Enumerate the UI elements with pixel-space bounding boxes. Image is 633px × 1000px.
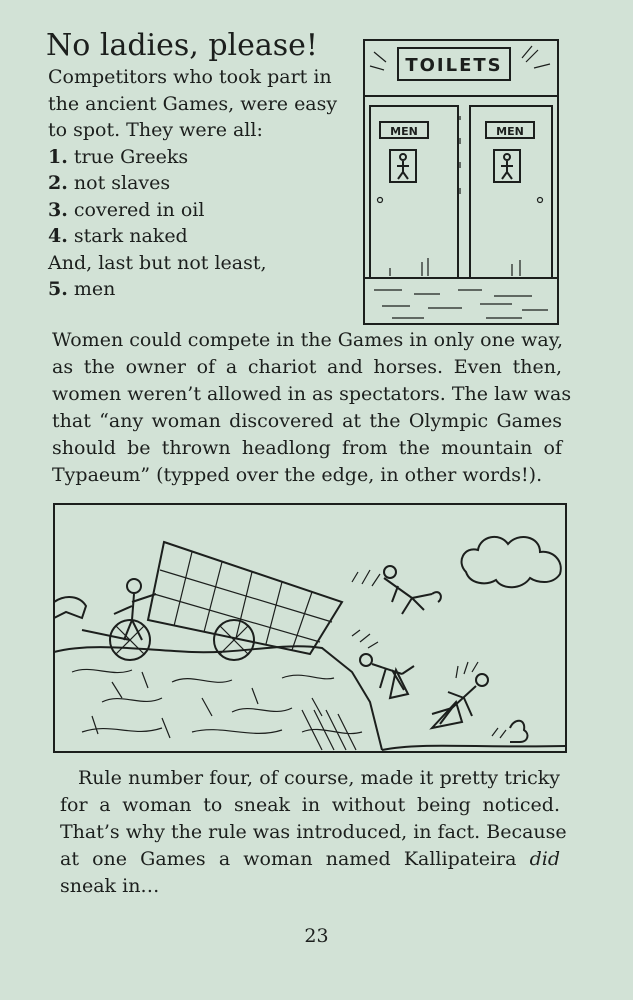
paragraph-line: that “any woman discovered at the Olympic Games (52, 410, 562, 432)
small-animal (510, 721, 527, 742)
list-text: stark naked (73, 225, 188, 247)
paragraph-women (52, 327, 572, 489)
intro-line: Competitors who took part in (48, 66, 332, 88)
list-number: 5. (48, 278, 68, 300)
man-icon (397, 154, 409, 179)
cliff-edge (54, 646, 382, 750)
falling-figure (432, 674, 488, 728)
paragraph-line (60, 846, 560, 873)
man-icon (501, 154, 513, 179)
toilets-illustration (362, 38, 560, 326)
left-door-label: MEN (390, 125, 418, 138)
paragraph-line: women weren’t allowed in as spectators. The law was (52, 383, 572, 405)
list-number: 3. (48, 198, 68, 221)
paragraph-line: Rule number four, of course, made it pretty tricky (78, 767, 560, 789)
list-item (48, 144, 348, 171)
line-text: at one Games a woman named Kallipateira (60, 848, 530, 870)
list-item (48, 197, 348, 224)
paragraph-line: for a woman to sneak in without being noticed. (60, 794, 560, 816)
and-line: And, last but not least, (48, 251, 267, 274)
paragraph-line: should be thrown headlong from the mountain of (52, 437, 562, 459)
emphasis-did: did (529, 848, 560, 870)
list-text: not slaves (73, 172, 171, 194)
horse (54, 597, 86, 618)
falling-figure (360, 654, 414, 698)
list-item (48, 170, 348, 197)
intro-line: to spot. They were all: (48, 119, 263, 141)
falling-figure (384, 566, 441, 614)
list-text: men (73, 278, 116, 300)
list-text: covered in oil (73, 198, 205, 221)
paragraph-line: Typaeum” (typped over the edge, in other words!). (52, 464, 543, 486)
section-title: No ladies, please! (46, 28, 318, 63)
list-number: 2. (48, 172, 68, 194)
paragraph-line: as the owner of a chariot and horses. Even then, (52, 356, 562, 378)
cliff-chariot-illustration (52, 502, 568, 754)
cloud (462, 537, 561, 587)
list-text: true Greeks (73, 145, 189, 168)
intro-text (48, 64, 348, 303)
door-knob (378, 198, 383, 203)
page-number: 23 (304, 925, 329, 947)
tipping-chariot (82, 542, 342, 660)
intro-line: the ancient Games, were easy (48, 92, 338, 115)
paragraph-rule-four (60, 765, 567, 900)
paragraph-line: sneak in… (60, 875, 160, 897)
list-number: 1. (48, 145, 68, 168)
list-item (48, 276, 348, 303)
list-item (48, 223, 348, 250)
paragraph-line: That’s why the rule was introduced, in fact. Because (60, 821, 567, 843)
toilets-sign-text: TOILETS (405, 55, 503, 76)
paragraph-line: Women could compete in the Games in only one way, (52, 329, 563, 351)
list-number: 4. (48, 225, 68, 247)
right-door-label: MEN (496, 125, 524, 138)
door-knob (538, 198, 543, 203)
